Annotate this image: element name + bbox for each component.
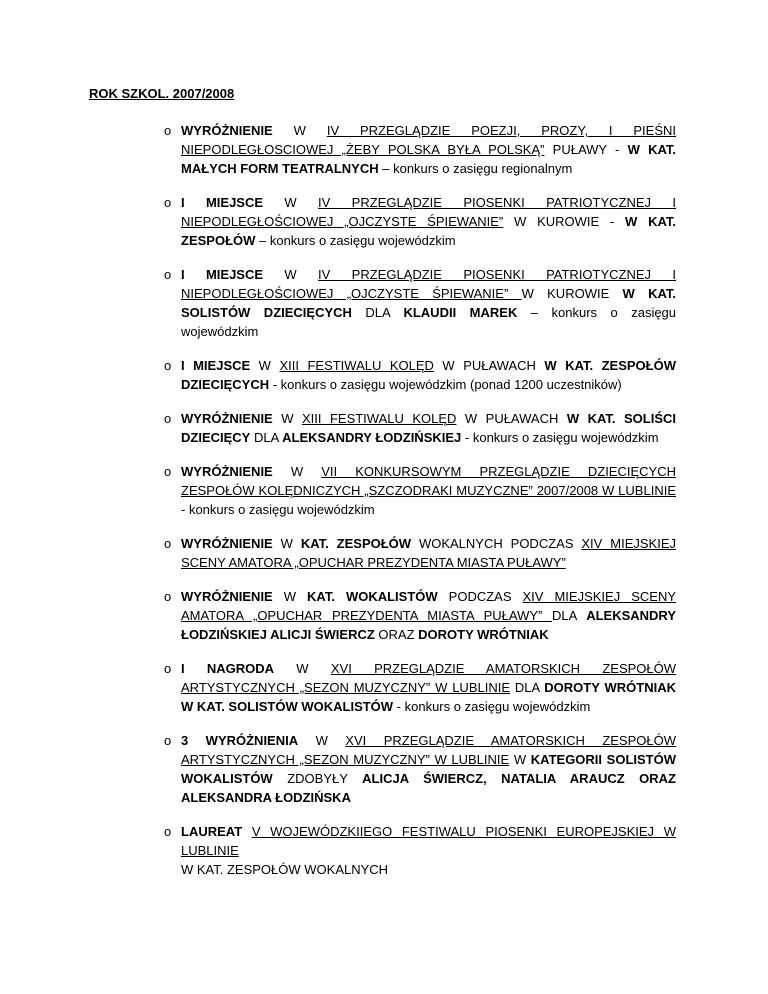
award-text: - konkurs o zasięgu wojewódzkim — [393, 699, 591, 714]
award-text: W — [272, 464, 322, 479]
award-item — [164, 121, 676, 178]
award-item — [164, 409, 676, 447]
award-text: W — [298, 733, 346, 748]
emphasis-text: ALEKSANDRY ŁODZIŃSKIEJ ALICJI ŚWIERCZ — [181, 608, 676, 642]
award-item — [164, 534, 676, 572]
emphasis-text: 3 WYRÓŻNIENIA — [181, 733, 299, 748]
award-text: W KAT. ZESPOŁÓW WOKALNYCH — [181, 862, 389, 877]
award-text: WOKALNYCH PODCZAS — [411, 536, 582, 551]
emphasis-text: WYRÓŻNIENIE — [181, 123, 273, 138]
award-text: DLA — [551, 608, 587, 623]
bullet-marker: o — [164, 589, 172, 604]
emphasis-text: I MIEJSCE — [181, 267, 264, 282]
award-item — [164, 462, 676, 519]
bullet-marker: o — [164, 733, 172, 748]
award-text — [242, 824, 252, 839]
award-item — [164, 587, 676, 644]
emphasis-text: KAT. ZESPOŁÓW — [300, 536, 412, 551]
award-item — [164, 659, 676, 716]
emphasis-text: DOROTY WRÓTNIAK — [418, 627, 549, 642]
award-item — [164, 356, 676, 394]
event-name: XIV MIEJSKIEJ SCENY AMATORA „OPUCHAR PREZYDENTA MIASTA PUŁAWY” — [181, 536, 676, 570]
emphasis-text: I MIEJSCE — [181, 358, 251, 373]
bullet-marker: o — [164, 464, 172, 479]
award-text: W — [250, 358, 280, 373]
award-item — [164, 731, 676, 807]
emphasis-text: W KAT. ZESPOŁÓW DZIECIĘCYCH — [181, 358, 676, 392]
award-text: W — [272, 536, 301, 551]
event-name: XIII FESTIWALU KOLĘD — [301, 411, 457, 426]
award-text: – konkurs o zasięgu wojewódzkim — [255, 233, 456, 248]
award-item — [164, 265, 676, 341]
award-text: DLA — [250, 430, 283, 445]
award-text: ZDOBYŁY — [272, 771, 363, 786]
bullet-marker: o — [164, 267, 172, 282]
event-name: IV PRZEGLĄDZIE PIOSENKI PATRIOTYCZNEJ I NIEPODLEGŁOŚCIOWEJ „OJCZYSTE ŚPIEWANIE” — [181, 267, 677, 301]
award-text: W — [274, 661, 331, 676]
emphasis-text: ALEKSANDRY ŁODZIŃSKIEJ — [282, 430, 462, 445]
award-text: - konkurs o zasięgu wojewódzkim — [461, 430, 659, 445]
bullet-marker: o — [164, 411, 172, 426]
bullet-marker: o — [164, 661, 172, 676]
emphasis-text: W KAT. MAŁYCH FORM TEATRALNYCH — [181, 142, 676, 176]
emphasis-text: I NAGRODA — [181, 661, 275, 676]
emphasis-text: WYRÓŻNIENIE — [181, 536, 273, 551]
award-text: W PUŁAWACH — [433, 358, 545, 373]
event-name: XVI PRZEGLĄDZIE AMATORSKICH ZESPOŁÓW ARTYSTYCZNYCH „SEZON MUZYCZNY” W LUBLINIE — [181, 661, 677, 695]
bullet-marker: o — [164, 195, 172, 210]
emphasis-text: KATEGORII SOLISTÓW WOKALISTÓW — [181, 752, 676, 786]
bullet-marker: o — [164, 536, 172, 551]
award-text: W KUROWIE — [521, 286, 623, 301]
bullet-marker: o — [164, 123, 172, 138]
emphasis-text: KAT. WOKALISTÓW — [307, 589, 438, 604]
award-text: – konkurs o zasięgu regionalnym — [378, 161, 573, 176]
award-item — [164, 822, 676, 879]
event-name: V WOJEWÓDZKIIEGO FESTIWALU PIOSENKI EUROPEJSKIEJ W LUBLINIE — [181, 824, 676, 858]
event-name: IV PRZEGLĄDZIE PIOSENKI PATRIOTYCZNEJ I NIEPODLEGŁOŚCIOWEJ „OJCZYSTE ŚPIEWANIE” — [181, 195, 677, 229]
award-text: W — [509, 752, 531, 767]
emphasis-text: I MIEJSCE — [181, 195, 264, 210]
emphasis-text: W KAT. SOLISTÓW DZIECIĘCYCH — [181, 286, 677, 320]
award-text: - konkurs o zasięgu wojewódzkim — [181, 502, 375, 517]
award-text: ORAZ — [374, 627, 419, 642]
bullet-marker: o — [164, 824, 172, 839]
award-text: W — [272, 589, 308, 604]
award-text: W — [272, 123, 327, 138]
emphasis-text: DOROTY WRÓTNIAK W KAT. SOLISTÓW WOKALISTÓW — [181, 680, 677, 714]
event-name: XIV MIEJSKIEJ SCENY AMATORA „OPUCHAR PREZYDENTA MIASTA PUŁAWY” — [181, 589, 676, 623]
emphasis-text: W KAT. ZESPOŁÓW — [181, 214, 676, 248]
emphasis-text: W KAT. SOLIŚCI DZIECIĘCY — [181, 411, 676, 445]
emphasis-text: WYRÓŻNIENIE — [181, 589, 273, 604]
award-text: W — [263, 195, 319, 210]
event-name: IV PRZEGLĄDZIE POEZJI, PROZY, I PIEŚNI NIEPODLEGŁOSCIOWEJ „ŻEBY POLSKA BYŁA POLSKĄ” — [181, 123, 677, 157]
emphasis-text: WYRÓŻNIENIE — [181, 464, 273, 479]
section-heading: ROK SZKOL. 2007/2008 — [89, 86, 235, 101]
emphasis-text: ALICJA ŚWIERCZ, NATALIA ARAUCZ ORAZ ALEKSANDRA ŁODZIŃSKA — [181, 771, 676, 805]
award-text: – konkurs o zasięgu wojewódzkim — [181, 305, 677, 339]
award-text: W KUROWIE - — [503, 214, 626, 229]
event-name: VII KONKURSOWYM PRZEGLĄDZIE DZIECIĘCYCH ZESPOŁÓW KOLĘDNICZYCH „SZCZODRAKI MUZYCZNE” 2007/2008 W LUBLINIE — [181, 464, 676, 498]
awards-list — [164, 121, 676, 894]
emphasis-text: KLAUDII MAREK — [403, 305, 518, 320]
event-name: XIII FESTIWALU KOLĘD — [279, 358, 434, 373]
award-text: W — [272, 411, 302, 426]
emphasis-text: LAUREAT — [181, 824, 243, 839]
bullet-marker: o — [164, 358, 172, 373]
award-text: - konkurs o zasięgu wojewódzkim (ponad 1200 uczestników) — [269, 377, 622, 392]
award-text: W PUŁAWACH — [456, 411, 567, 426]
event-name: XVI PRZEGLĄDZIE AMATORSKICH ZESPOŁÓW ARTYSTYCZNYCH „SEZON MUZYCZNY” W LUBLINIE — [181, 733, 676, 767]
award-item — [164, 193, 676, 250]
award-text: W — [263, 267, 319, 282]
award-text: DLA — [510, 680, 545, 695]
emphasis-text: WYRÓŻNIENIE — [181, 411, 273, 426]
award-text: PODCZAS — [437, 589, 523, 604]
award-text: DLA — [351, 305, 404, 320]
award-text: PUŁAWY - — [544, 142, 628, 157]
